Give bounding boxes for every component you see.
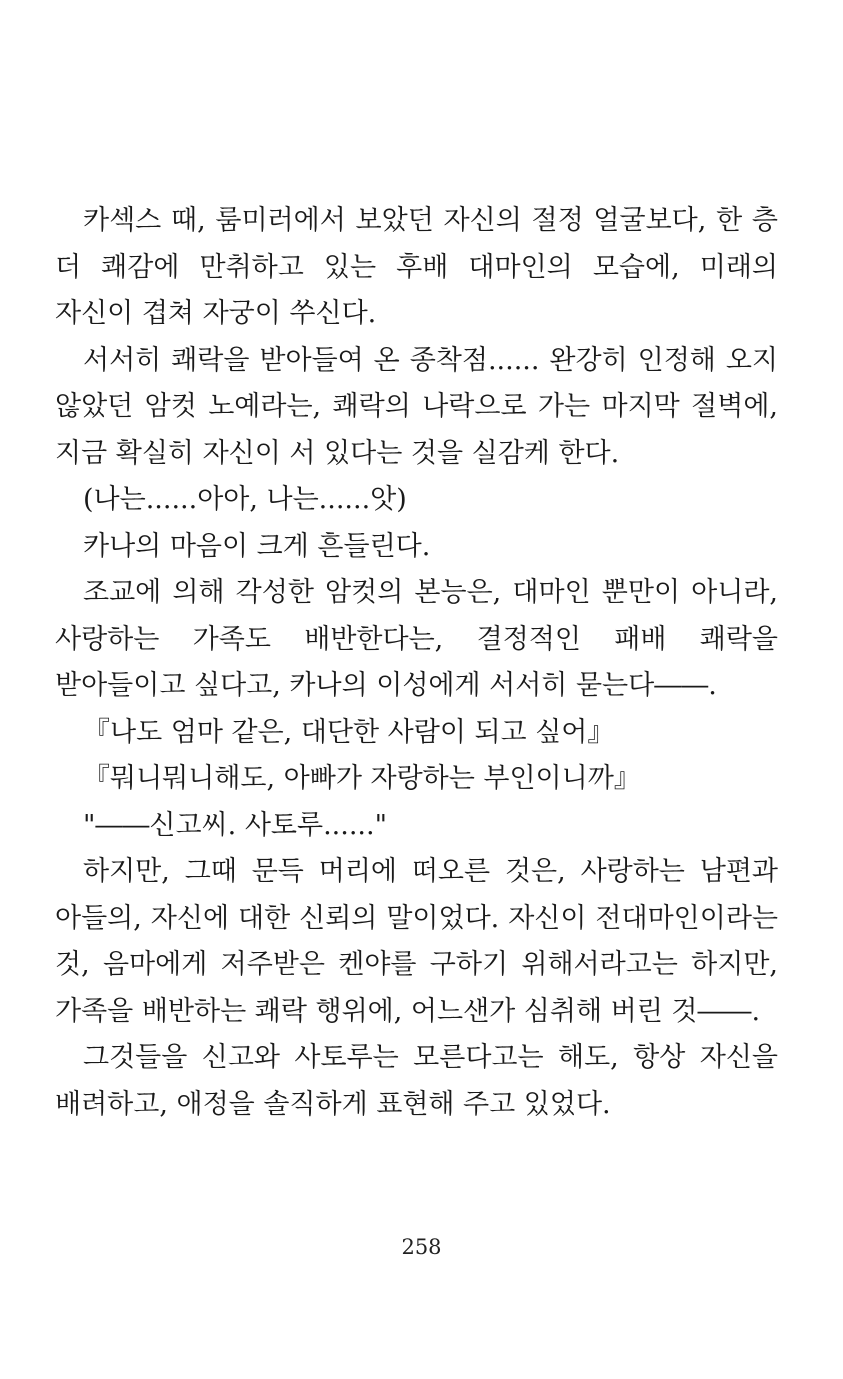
text-line: 가족을 배반하는 쾌락 행위에, 어느샌가 심취해 버린 것――. [55, 995, 761, 1027]
text-line: 않았던 암컷 노예라는, 쾌락의 나락으로 가는 마지막 절벽에, [55, 391, 778, 422]
text-line: 서서히 쾌락을 받아들여 온 종착점...... 완강히 인정해 오지 [83, 344, 778, 376]
text-line: 아들의, 자신에 대한 신뢰의 말이었다. 자신이 전대마인이라는 [55, 902, 778, 934]
text-line: 받아들이고 싶다고, 카나의 이성에게 서서히 묻는다――. [55, 670, 717, 701]
text-line: (나는......아아, 나는......앗) [83, 484, 407, 515]
text-line: 지금 확실히 자신이 서 있다는 것을 실감케 한다. [55, 437, 620, 469]
text-line: 자신이 겹쳐 자궁이 쑤신다. [55, 298, 377, 329]
text-line: 배려하고, 애정을 솔직하게 표현해 주고 있었다. [55, 1088, 611, 1120]
text-line: "――신고씨. 사토루......" [83, 809, 387, 841]
text-line: 더 쾌감에 만취하고 있는 후배 대마인의 모습에, 미래의 [55, 251, 778, 283]
text-line: 그것들을 신고와 사토루는 모른다고는 해도, 항상 자신을 [83, 1042, 778, 1073]
text-line: 『뭐니뭐니해도, 아빠가 자랑하는 부인이니까』 [83, 763, 641, 794]
body-text [55, 198, 778, 1128]
text-line: 카섹스 때, 룸미러에서 보았던 자신의 절정 얼굴보다, 한 층 [83, 205, 778, 236]
text-line: 『나도 엄마 같은, 대단한 사람이 되고 싶어』 [83, 716, 615, 748]
page-number: 258 [401, 1235, 442, 1259]
text-line: 것, 음마에게 저주받은 켄야를 구하기 위해서라고는 하지만, [55, 949, 778, 980]
text-line: 사랑하는 가족도 배반한다는, 결정적인 패배 쾌락을 [55, 623, 778, 655]
text-line: 카나의 마음이 크게 흔들린다. [83, 530, 431, 562]
text-line: 조교에 의해 각성한 암컷의 본능은, 대마인 뿐만이 아니라, [83, 577, 778, 608]
text-line: 하지만, 그때 문득 머리에 떠오른 것은, 사랑하는 남편과 [83, 856, 778, 887]
